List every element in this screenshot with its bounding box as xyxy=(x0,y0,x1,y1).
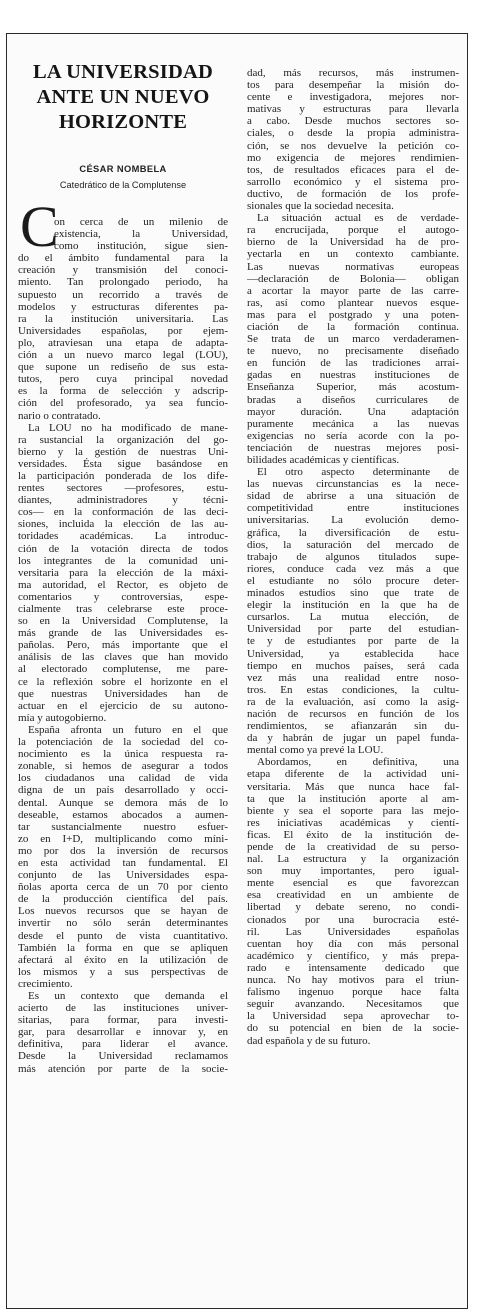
text-line: yectarla en un contexto cambiante. xyxy=(247,248,459,261)
text-line: mo exigencia de mejores rendimien- xyxy=(247,151,459,164)
text-line: digna de un país desarrollado y occi- xyxy=(18,784,228,797)
text-line: más grande de las Universidades es- xyxy=(18,627,228,640)
text-line: nario o contratado. xyxy=(18,409,101,422)
text-line: Es un contexto que demanda el xyxy=(28,990,228,1002)
text-line: toridades académicas. La introduc- xyxy=(18,530,228,543)
text-line: Universidades españolas, por ejem- xyxy=(18,324,228,337)
text-line: sionales que la sociedad necesita. xyxy=(247,200,394,213)
text-line: bradas a diseños curriculares de xyxy=(247,393,459,406)
text-line: supuesto un recorrido a través de xyxy=(18,288,228,301)
text-line: tros. En estas condiciones, la cultu- xyxy=(247,683,459,696)
text-line: do el ámbito fundamental para la xyxy=(18,252,228,265)
text-line: invertir no sólo serán determinantes xyxy=(18,917,228,930)
text-line: dios, la saturación del mercado de xyxy=(247,538,459,551)
text-line: siones, incluida la elección de las au- xyxy=(18,518,228,531)
text-line: rentes sectores —profesores, estu- xyxy=(18,482,228,495)
text-line: al electorado complutense, me pare- xyxy=(18,663,228,676)
text-line: tar sustancialmente nuestro esfuer- xyxy=(18,820,228,833)
text-line: elegir la institución en la que ha de xyxy=(247,599,459,612)
text-line: comentarios y controversias, espe- xyxy=(18,590,228,603)
text-line: gar, para desarrollar e innovar y, en xyxy=(18,1026,228,1039)
text-line: ras, así como plantear nuevos esque- xyxy=(247,296,459,309)
text-line: dad, más recursos, más instrumen- xyxy=(247,67,459,79)
text-line: desde el punto de vista cuantitativo. xyxy=(18,929,228,942)
text-line: miento. Tan prolongado periodo, ha xyxy=(18,276,228,289)
text-line: mental como ya prevé la LOU. xyxy=(247,744,384,757)
title-line: HORIZONTE xyxy=(58,111,188,133)
text-line: las nuevas circunstancias es la nece- xyxy=(247,478,459,491)
text-line: es la forma de selección y adscrip- xyxy=(18,385,228,398)
text-line: nal. La estructura y la organización xyxy=(247,853,459,866)
text-line: biente y sea el soporte para las mejo- xyxy=(247,804,459,817)
text-line: competitividad entre instituciones xyxy=(247,502,459,515)
text-line: La LOU no ha modificado de mane- xyxy=(28,421,228,434)
text-line: ciación de la formación continua. xyxy=(247,320,459,333)
text-line: existencia, la Universidad, xyxy=(54,228,228,241)
text-line: zo en I+D, multiplicando como míni- xyxy=(18,832,228,845)
text-line: cionados por una burocracia esté- xyxy=(247,913,459,926)
text-line: minados estudios sino que trate de xyxy=(247,587,459,600)
text-line: mas para el postgrado y una poten- xyxy=(247,308,459,321)
text-line: sarrollo económico y el sistema pro- xyxy=(247,175,459,188)
text-line: plo, atraviesan una etapa de adapta- xyxy=(18,336,228,349)
text-line: seguir avanzando. Necesitamos que xyxy=(247,998,459,1011)
text-line: a cabo. Desde muchos sectores so- xyxy=(247,115,459,128)
drop-cap: C xyxy=(20,194,59,259)
text-line: cente e investigadora, mejores nor- xyxy=(247,91,459,104)
title-line: ANTE UN NUEVO xyxy=(36,86,210,108)
title-line: LA UNIVERSIDAD xyxy=(33,61,213,83)
text-line: la Universidad sepa aprovechar to- xyxy=(247,1010,459,1023)
text-line: como institución, sigue sien- xyxy=(54,240,228,253)
text-line: El otro aspecto determinante de xyxy=(257,466,459,479)
text-line: cuentan hoy día con más personal xyxy=(247,937,459,950)
text-line: creación y transmisión del conoci- xyxy=(18,264,228,277)
text-line: mente esencial es que favorezcan xyxy=(247,877,459,890)
text-line: gráfica, la diversificación de estu- xyxy=(247,526,459,539)
text-line: riores, conduce cada vez más a que xyxy=(247,562,459,575)
text-line: ra encrucijada, porque el autogo- xyxy=(247,224,459,237)
text-line: exigencias no sería acorde con la po- xyxy=(247,429,459,442)
text-line: vez más una realidad entre noso- xyxy=(247,671,459,684)
text-line: la potenciación de la sociedad del co- xyxy=(18,736,228,749)
text-line: versitaria para la elección de la máxi- xyxy=(18,566,228,579)
text-line: zonable, si hemos de asegurar a todos xyxy=(18,760,228,773)
text-line: ril. Las Universidades españolas xyxy=(247,925,459,938)
text-line: Universidad, ya establecida hace xyxy=(247,647,459,660)
text-line: académico y científico, y más prepa- xyxy=(247,949,459,962)
text-line: modelos y estructuras diferentes pa- xyxy=(18,300,228,313)
text-line: Abordamos, en definitiva, una xyxy=(257,756,459,769)
text-line: ductivo, de formación de los profe- xyxy=(247,187,459,200)
text-line: Las nuevas normativas europeas xyxy=(247,260,459,273)
text-line: so en la Universidad Complutense, la xyxy=(18,615,228,628)
text-line: más atención por parte de la socie- xyxy=(18,1062,228,1075)
text-line: mía y autogobierno. xyxy=(18,711,107,724)
text-line: versitaria. Más que nunca hace fal- xyxy=(247,780,459,793)
right-column xyxy=(247,67,459,1047)
text-line: falismo ingenuo porque hace falta xyxy=(247,986,459,999)
author-name: CÉSAR NOMBELA xyxy=(79,164,167,174)
text-line: te nuevo, no precisamente diseñado xyxy=(247,345,459,358)
text-line: ra sustancial la organización del go- xyxy=(18,433,228,446)
text-line: La situación actual es de verdade- xyxy=(257,212,459,225)
text-line: cos— en la conformación de las deci- xyxy=(18,506,228,519)
text-line: a acortar la mayor parte de las carre- xyxy=(247,284,459,297)
text-line: los mismos y a sus perspectivas de xyxy=(18,965,228,978)
left-column xyxy=(18,216,228,1075)
text-line: bierno de la Universidad ha de pro- xyxy=(247,236,459,249)
text-line: tutos, pero cuya principal novedad xyxy=(18,373,228,386)
text-line: deseable, estamos abocados a aumen- xyxy=(18,808,228,821)
text-line: los ciudadanos una calidad de vida xyxy=(18,772,228,785)
text-line: tos, de resultados eficaces para el de- xyxy=(247,163,459,176)
text-line: afectará al éxito en la utilización de xyxy=(18,953,228,966)
text-line: Los nuevos recursos que se hayan de xyxy=(18,905,228,918)
article-title xyxy=(18,60,228,135)
text-line: en función de las tradiciones arrai- xyxy=(247,357,459,370)
text-line: pañolas. Pero, más importante que el xyxy=(18,639,228,652)
author-role: Catedrático de la Complutense xyxy=(59,180,187,190)
text-line: pende de la creatividad de su perso- xyxy=(247,841,459,853)
text-line: do su potencial en bien de la socie- xyxy=(247,1022,459,1035)
text-line: nación de recursos en función de los xyxy=(247,707,459,720)
text-line: tos para desempeñar la misión do- xyxy=(247,79,459,92)
text-line: España afronta un futuro en el que xyxy=(28,723,228,736)
text-line: ficas. El éxito de la institución de- xyxy=(247,828,459,841)
text-line: los integrantes de la comunidad uni- xyxy=(18,554,228,567)
text-line: actuar en el ejercicio de su autono- xyxy=(18,699,228,712)
text-line: ra de la evaluación, así como la asig- xyxy=(247,695,459,708)
text-line: dental. Aunque se demora más de lo xyxy=(18,796,228,809)
text-line: Desde la Universidad reclamamos xyxy=(18,1050,228,1063)
text-line: ce la reflexión sobre el horizonte en el xyxy=(18,675,228,688)
text-line: que nuestras Universidades han de xyxy=(18,687,228,700)
text-line: acierto de las instituciones univer- xyxy=(18,1002,228,1015)
text-line: ción de la votación directa de todos xyxy=(18,542,228,555)
text-line: que supone un rediseño de sus esta- xyxy=(18,361,228,374)
text-line: gadas en nuestras instituciones de xyxy=(247,369,459,382)
text-line: Enseñanza Superior, más acostum- xyxy=(247,381,459,394)
text-line: son muy importantes, pero igual- xyxy=(247,865,459,878)
text-line: la participación ponderada de los dife- xyxy=(18,469,228,482)
text-line: on cerca de un milenio de xyxy=(54,216,228,228)
text-line: ñolas aporta cerca de un 70 por ciento xyxy=(18,881,228,894)
text-line: ción del profesorado, ya sea funcio- xyxy=(18,397,228,410)
text-line: Universidad por parte del estudian- xyxy=(247,623,459,636)
text-line: ta que la institución aporte al am- xyxy=(247,792,459,805)
text-line: sidad de abrirse a una situación de xyxy=(247,490,459,503)
text-line: Se trata de un marco verdaderamen- xyxy=(247,333,459,346)
text-line: en esta actividad tan fundamental. El xyxy=(18,856,228,869)
text-line: —declaración de Bolonia— obligan xyxy=(247,272,459,285)
text-line: da y habrán de jugar un papel funda- xyxy=(247,732,459,745)
text-line: te y de estudiantes por parte de la xyxy=(247,635,459,648)
text-line: cursarlos. La mutua elección, de xyxy=(247,611,459,624)
text-line: ciales, o desde la propia administra- xyxy=(247,127,459,140)
text-line: crecimiento. xyxy=(18,977,73,990)
text-line: conjunto de las Universidades espa- xyxy=(18,869,228,882)
text-line: ción a un nuevo marco legal (LOU), xyxy=(18,349,228,362)
text-line: tiempo en muchos países, será cada xyxy=(247,659,459,672)
text-line: bierno y la gestión de nuestras Uni- xyxy=(18,445,228,458)
text-line: trabajo de algunos titulados supe- xyxy=(247,550,459,563)
text-line: de la producción científica del país. xyxy=(18,893,228,906)
text-line: análisis de las claves que han movido xyxy=(18,651,228,664)
text-line: ra la institución universitaria. Las xyxy=(18,312,228,325)
text-line: universitarias. La evolución demo- xyxy=(247,514,459,527)
text-line: sitarias, para formar, para investi- xyxy=(18,1014,228,1027)
text-line: También la forma en que se apliquen xyxy=(18,941,228,954)
text-line: mayor duración. Una adaptación xyxy=(247,405,459,418)
text-line: versidades. Ésta sigue basándose en xyxy=(18,457,228,470)
text-line: etapa diferente de la actividad uni- xyxy=(247,768,459,781)
text-line: cialmente tras celebrarse este proce- xyxy=(18,603,228,615)
text-line: diantes, administradores y técni- xyxy=(18,494,228,507)
text-line: mativas y estructuras para llevarla xyxy=(247,103,459,116)
text-line: tenciación de nuestras mejores posi- xyxy=(247,441,459,454)
text-line: el estudiante no sólo procure deter- xyxy=(247,574,459,587)
text-line: rado e intensamente dedicado que xyxy=(247,961,459,974)
text-line: esa creatividad en un ambiente de xyxy=(247,889,459,902)
text-line: ma autoridad, el Rector, es objeto de xyxy=(18,578,228,591)
text-line: dad española y de su futuro. xyxy=(247,1034,371,1047)
text-line: libertad y debate sereno, no condi- xyxy=(247,901,459,914)
text-line: puramente mecánica a las nuevas xyxy=(247,417,459,430)
text-line: bilidades académicas y científicas. xyxy=(247,454,400,466)
text-line: nunca. No hay motivos para el triun- xyxy=(247,974,459,987)
text-line: ción, se nos devuelve la petición co- xyxy=(247,139,459,152)
text-line: mo por dos la inversión de recursos xyxy=(18,844,228,857)
text-line: definitiva, para liderar el avance. xyxy=(18,1038,228,1051)
text-line: rendimientos, se afianzarán sin du- xyxy=(247,720,459,733)
text-line: res iniciativas académicas y cientí- xyxy=(247,816,459,829)
text-line: nocimiento es la única respuesta ra- xyxy=(18,748,228,761)
